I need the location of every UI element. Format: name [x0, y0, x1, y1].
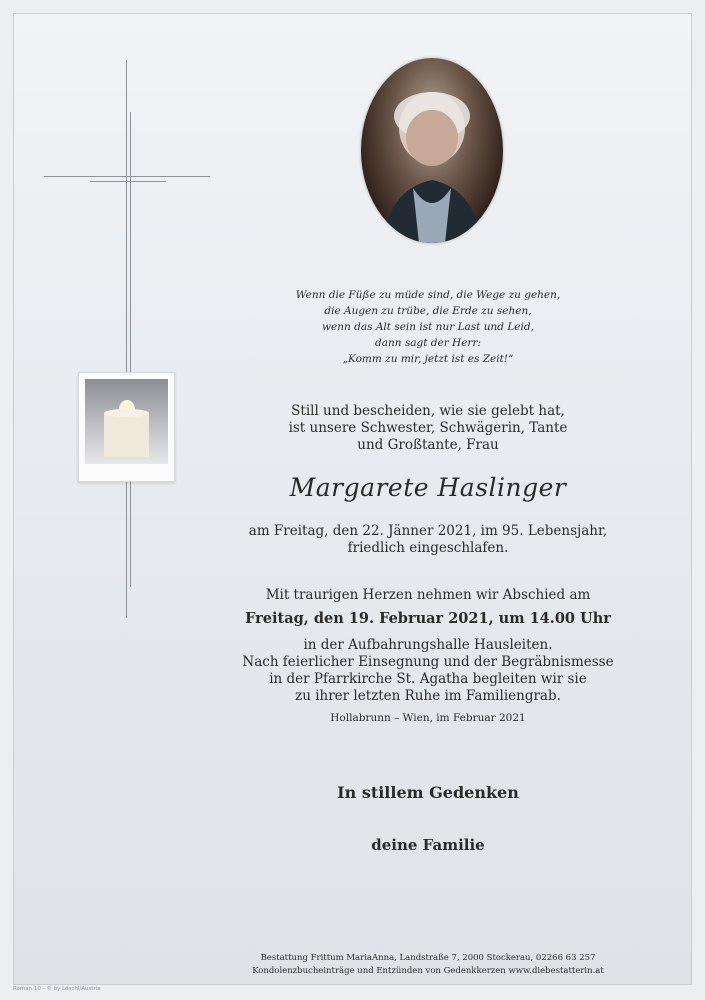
poem-line: dann sagt der Herr:: [374, 337, 481, 349]
footer-line: Kondolenzbucheinträge und Entzünden von Gedenkkerzen www.diebestatterin.at: [252, 966, 604, 976]
memory-heading: In stillem Gedenken: [337, 783, 519, 802]
ceremony-line: zu ihrer letzten Ruhe im Familiengrab.: [295, 688, 561, 704]
funeral-date: Freitag, den 19. Februar 2021, um 14.00 Uhr: [245, 610, 611, 627]
farewell-intro: Mit traurigen Herzen nehmen wir Abschied am: [265, 587, 591, 603]
ceremony-line: Nach feierlicher Einsegnung und der Begräbnismesse: [242, 654, 614, 670]
intro-line: und Großtante, Frau: [357, 437, 499, 453]
poem: [230, 287, 626, 367]
footer: [215, 952, 641, 978]
portrait-photo: [361, 58, 503, 243]
footer-line: Bestattung Frittum MariaAnna, Landstraße 7, 2000 Stockerau, 02266 63 257: [260, 953, 596, 963]
family-signature: deine Familie: [371, 836, 485, 854]
ceremony-line: in der Pfarrkirche St. Agatha begleiten wir sie: [269, 671, 587, 687]
poem-line: „Komm zu mir, jetzt ist es Zeit!“: [342, 353, 514, 365]
candle-image: [78, 372, 175, 482]
intro-text: [230, 403, 626, 454]
ceremony-text: [230, 637, 626, 705]
poem-line: die Augen zu trübe, die Erde zu sehen,: [324, 305, 532, 317]
printer-mark: Roman 10 - © by Löschl/Austria: [13, 986, 101, 992]
death-notice: [230, 523, 626, 557]
intro-line: Still und bescheiden, wie sie gelebt hat,: [291, 403, 565, 419]
ceremony-line: in der Aufbahrungshalle Hausleiten.: [303, 637, 553, 653]
intro-line: ist unsere Schwester, Schwägerin, Tante: [288, 420, 568, 436]
death-line: am Freitag, den 22. Jänner 2021, im 95. Lebensjahr,: [248, 523, 608, 539]
poem-line: Wenn die Füße zu müde sind, die Wege zu gehen,: [295, 289, 561, 301]
death-line: friedlich eingeschlafen.: [347, 540, 509, 556]
deceased-name: Margarete Haslinger: [289, 473, 567, 502]
place-date: Hollabrunn – Wien, im Februar 2021: [330, 712, 526, 724]
poem-line: wenn das Alt sein ist nur Last und Leid,: [322, 321, 534, 333]
